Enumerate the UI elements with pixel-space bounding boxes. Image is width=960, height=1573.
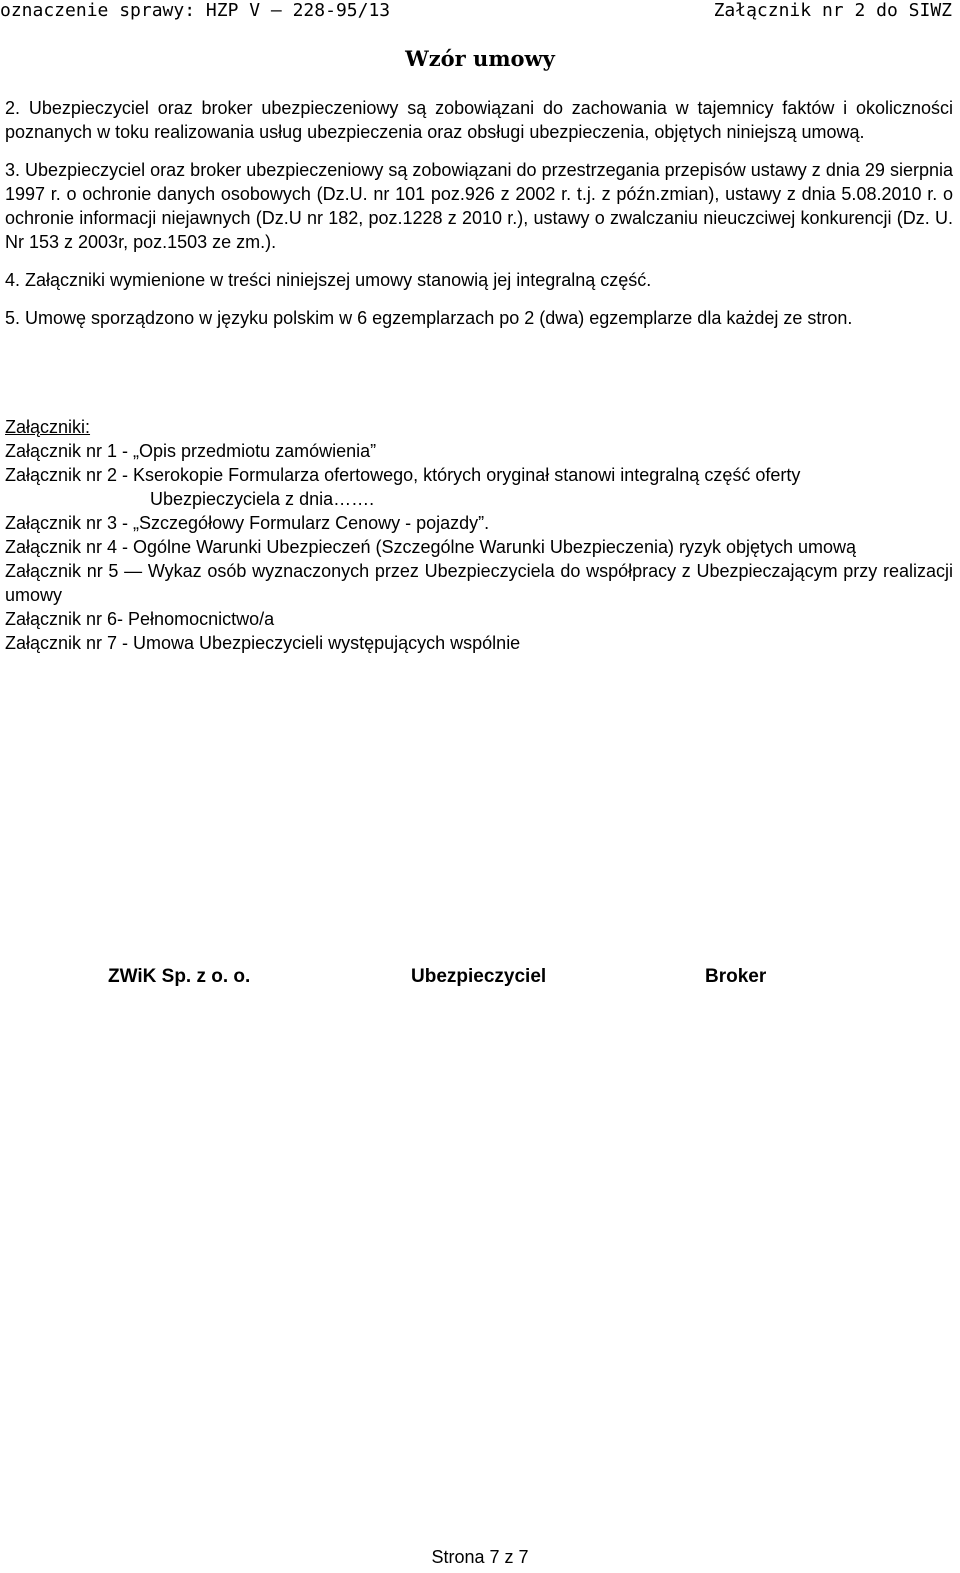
signature-broker: Broker — [705, 966, 767, 987]
paragraph-4: 4. Załączniki wymienione w treści niniejszej umowy stanowią jej integralną część. — [5, 270, 652, 290]
attachment-item: Załącznik nr 1 - „Opis przedmiotu zamówienia” — [5, 441, 377, 461]
attachment-item: Załącznik nr 5 — Wykaz osób wyznaczonych przez Ubezpieczyciela do współpracy z Ubezpieczającym przy realizacji umowy — [5, 561, 953, 605]
attachment-item: Załącznik nr 4 - Ogólne Warunki Ubezpieczeń (Szczególne Warunki Ubezpieczenia) ryzyk objętych umową — [5, 537, 857, 557]
attachment-item: Załącznik nr 2 - Kserokopie Formularza ofertowego, których oryginał stanowi integralną część oferty — [5, 465, 801, 485]
document-body — [5, 96, 953, 655]
attachment-reference: Załącznik nr 2 do SIWZ — [713, 0, 952, 21]
paragraph-2: 2. Ubezpieczyciel oraz broker ubezpieczeniowy są zobowiązani do zachowania w tajemnicy faktów i okoliczności poznanych w toku realizowania usług ubezpieczenia oraz obsługi ubezpieczenia, objętych niniejszą umową. — [5, 98, 953, 142]
attachment-item: Załącznik nr 3 - „Szczegółowy Formularz Cenowy - pojazdy”. — [5, 513, 490, 533]
attachments-list — [5, 415, 953, 655]
attachment-item-continuation: Ubezpieczyciela z dnia……. — [150, 489, 375, 509]
paragraph-5: 5. Umowę sporządzono w języku polskim w 6 egzemplarzach po 2 (dwa) egzemplarze dla każdej ze stron. — [5, 308, 853, 328]
paragraph-3: 3. Ubezpieczyciel oraz broker ubezpieczeniowy są zobowiązani do przestrzegania przepisów ustawy z dnia 29 sierpnia 1997 r. o ochronie danych osobowych (Dz.U. nr 101 poz.926 z 2002 r. t.j. z późn.zmian), ustawy z dnia 5.08.2010 r. o ochronie informacji niejawnych (Dz.U nr 182, poz.1228 z 2010 r.), ustawy o zwalczaniu nieuczciwej konkurencji (Dz. U. Nr 153 z 2003r, poz.1503 ze zm.). — [5, 160, 953, 252]
case-reference: oznaczenie sprawy: HZP V – 228-95/13 — [0, 0, 391, 21]
page-number: Strona 7 z 7 — [431, 1547, 529, 1567]
signature-insurer: Ubezpieczyciel — [411, 966, 547, 987]
attachment-item: Załącznik nr 6- Pełnomocnictwo/a — [5, 609, 275, 629]
signature-zwik: ZWiK Sp. z o. o. — [108, 966, 251, 987]
attachment-item: Załącznik nr 7 - Umowa Ubezpieczycieli występujących wspólnie — [5, 633, 521, 653]
attachments-heading: Załączniki: — [5, 417, 91, 437]
document-title: Wzór umowy — [405, 46, 555, 71]
